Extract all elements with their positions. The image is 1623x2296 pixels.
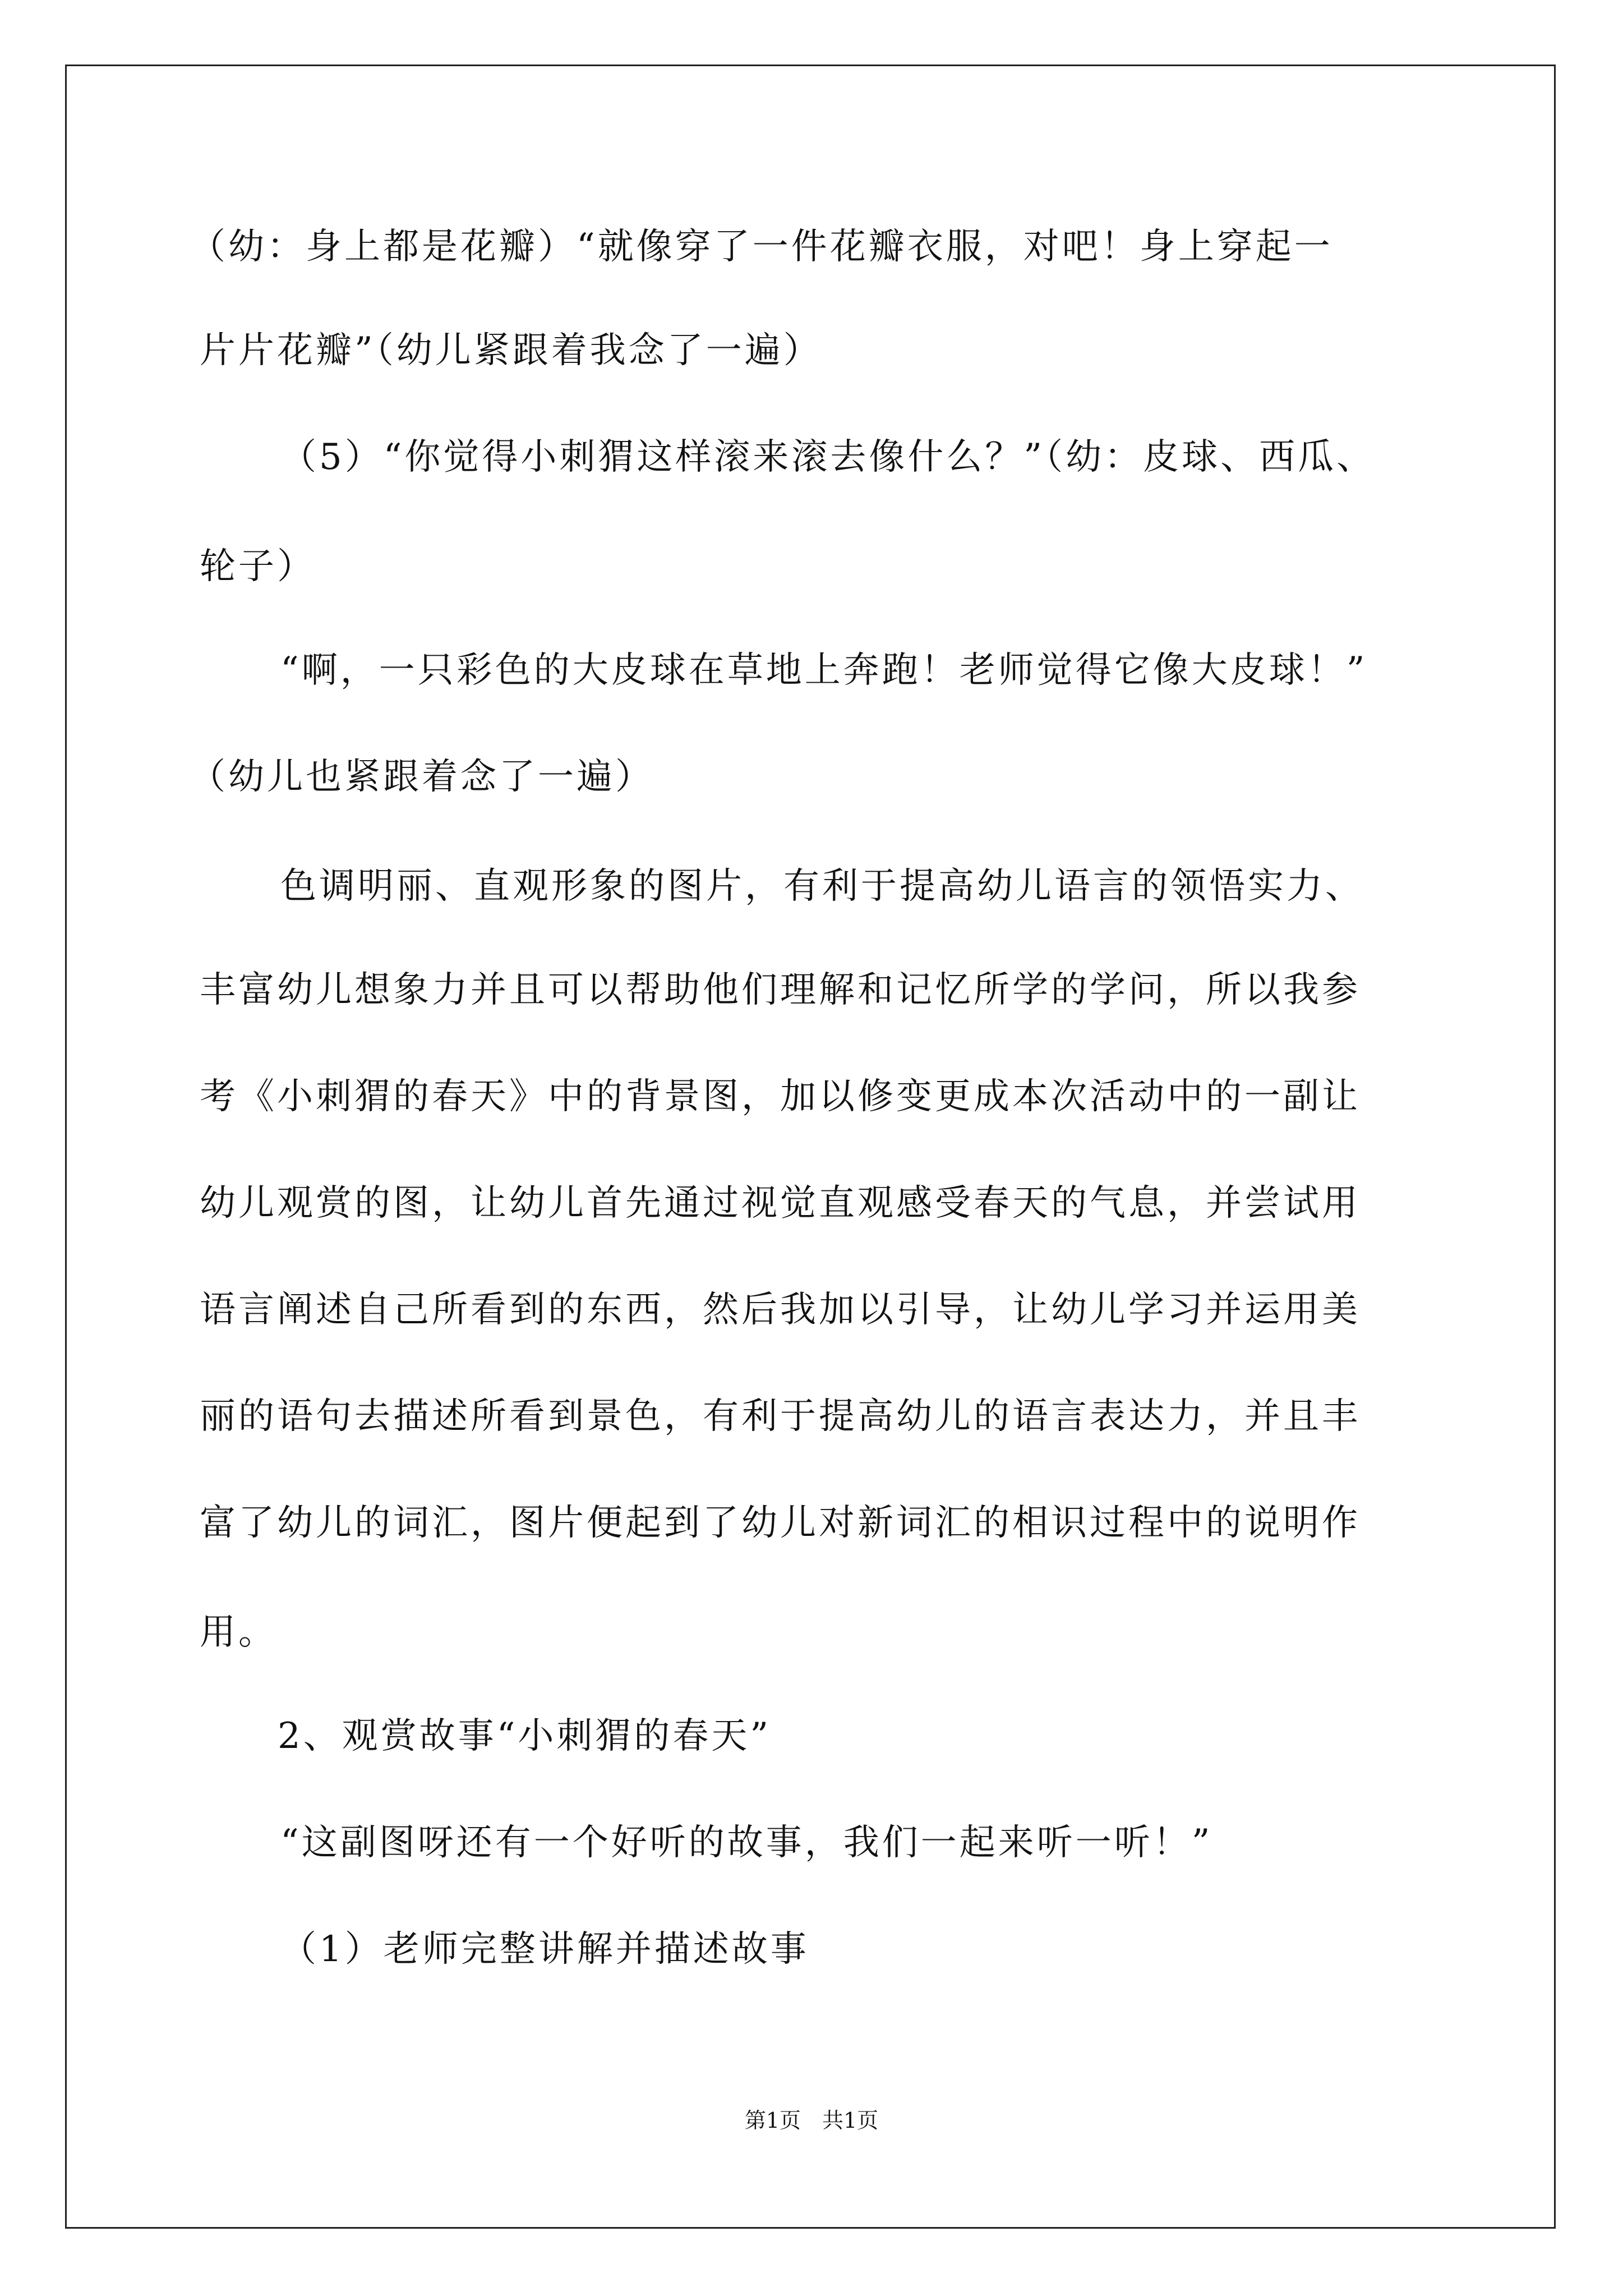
text-line-2: 片片花瓣”（幼儿紧跟着我念了一遍） bbox=[200, 330, 822, 371]
text-line-1: （幼：身上都是花瓣）“就像穿了一件花瓣衣服，对吧！身上穿起一 bbox=[190, 226, 1333, 268]
text-line-15: 2、观赏故事“小刺猬的春天” bbox=[278, 1715, 772, 1757]
page-border bbox=[65, 65, 1556, 2229]
text-line-6: （幼儿也紧跟着念了一遍） bbox=[190, 756, 654, 798]
text-line-4: 轮子） bbox=[200, 546, 316, 587]
text-line-10: 幼儿观赏的图，让幼儿首先通过视觉直观感受春天的气息，并尝试用 bbox=[200, 1182, 1361, 1224]
text-line-8: 丰富幼儿想象力并且可以帮助他们理解和记忆所学的学问，所以我参 bbox=[200, 969, 1361, 1011]
text-line-11: 语言阐述自己所看到的东西，然后我加以引导，让幼儿学习并运用美 bbox=[200, 1289, 1361, 1331]
text-line-14: 用。 bbox=[200, 1612, 277, 1653]
page-footer: 第1页 共1页 bbox=[744, 2108, 879, 2133]
text-line-17: （1）老师完整讲解并描述故事 bbox=[280, 1929, 809, 1970]
text-line-16: “这副图呀还有一个好听的故事，我们一起来听一听！” bbox=[280, 1822, 1213, 1864]
text-line-7: 色调明丽、直观形象的图片，有利于提高幼儿语言的领悟实力、 bbox=[280, 866, 1364, 907]
text-line-13: 富了幼儿的词汇，图片便起到了幼儿对新词汇的相识过程中的说明作 bbox=[200, 1502, 1361, 1544]
text-line-12: 丽的语句去描述所看到景色，有利于提高幼儿的语言表达力，并且丰 bbox=[200, 1396, 1361, 1437]
text-line-9: 考《小刺猬的春天》中的背景图，加以修变更成本次活动中的一副让 bbox=[200, 1076, 1361, 1117]
text-line-5: “啊，一只彩色的大皮球在草地上奔跑！老师觉得它像大皮球！” bbox=[280, 650, 1368, 691]
text-line-3: （5）“你觉得小刺猬这样滚来滚去像什么？”（幼：皮球、西瓜、 bbox=[280, 436, 1376, 478]
